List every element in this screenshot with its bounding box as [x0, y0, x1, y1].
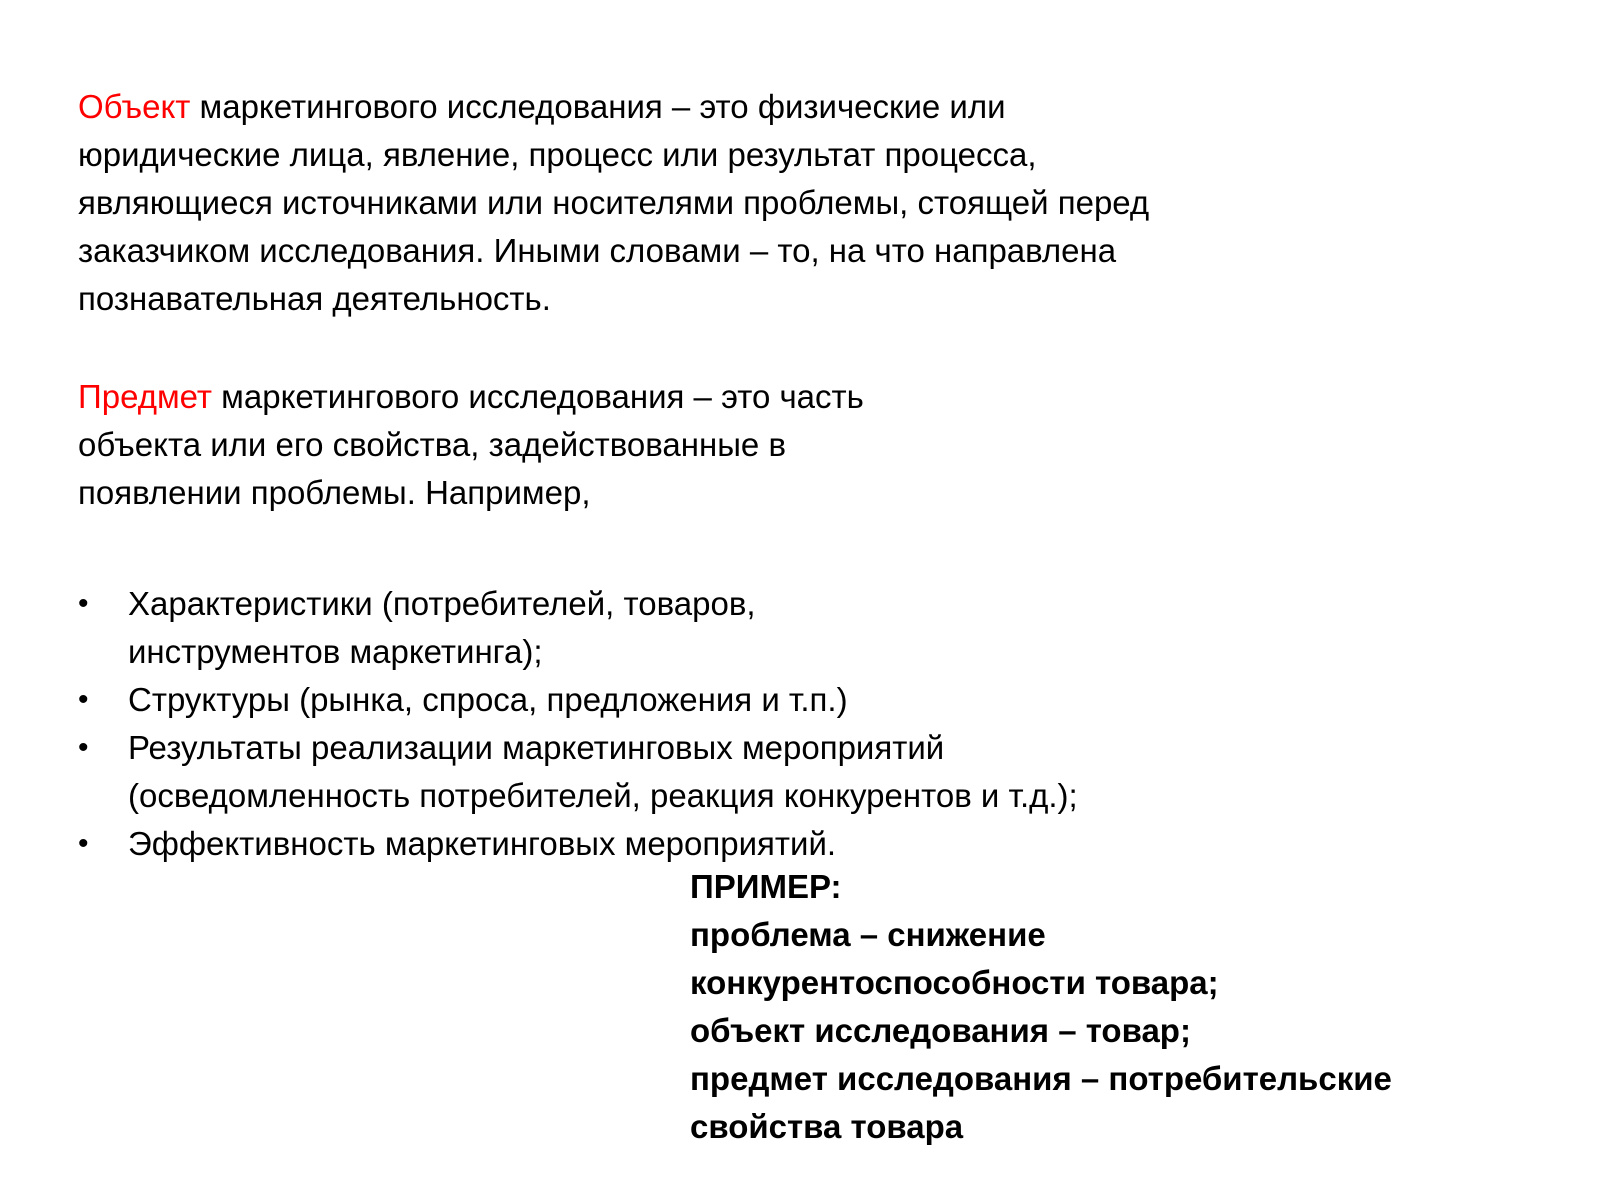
- example-line: проблема – снижение: [690, 916, 1046, 953]
- bullet-line: Характеристики (потребителей, товаров,: [128, 585, 756, 622]
- subject-definition-line-1: [78, 373, 978, 421]
- example-line: свойства товара: [690, 1108, 964, 1145]
- bullet-line: (осведомленность потребителей, реакция конкурентов и т.д.);: [128, 777, 1078, 814]
- subject-definition-text: маркетингового исследования – это часть: [212, 378, 864, 415]
- example-line: предмет исследования – потребительские: [690, 1060, 1392, 1097]
- subject-definition-line-3: появлении проблемы. Например,: [78, 474, 591, 511]
- examples-bullet-list: [78, 580, 1078, 868]
- object-definition-line-2: юридические лица, явление, процесс или результат процесса,: [78, 136, 1037, 173]
- bullet-line: Эффективность маркетинговых мероприятий.: [128, 825, 837, 862]
- subject-definition-line-2: объекта или его свойства, задействованные в: [78, 426, 786, 463]
- bullet-item-results: [78, 724, 1078, 820]
- bullet-line: инструментов маркетинга);: [128, 633, 543, 670]
- bullet-item-characteristics: [78, 580, 1078, 676]
- subject-definition-paragraph: [78, 373, 978, 517]
- object-definition-line-5: познавательная деятельность.: [78, 280, 551, 317]
- example-block: [690, 863, 1392, 1151]
- object-definition-line-4: заказчиком исследования. Иными словами – то, на что направлена: [78, 232, 1117, 269]
- example-line: конкурентоспособности товара;: [690, 964, 1219, 1001]
- object-definition-line-3: являющиеся источниками или носителями проблемы, стоящей перед: [78, 184, 1150, 221]
- object-definition-line-1: [78, 83, 1418, 131]
- bullet-icon: •: [78, 731, 89, 764]
- bullet-icon: •: [78, 683, 89, 716]
- object-definition-text: маркетингового исследования – это физические или: [190, 88, 1006, 125]
- bullet-icon: •: [78, 827, 89, 860]
- subject-term: Предмет: [78, 378, 213, 415]
- bullet-line: Результаты реализации маркетинговых мероприятий: [128, 729, 945, 766]
- example-heading: ПРИМЕР:: [690, 868, 842, 905]
- bullet-icon: •: [78, 587, 89, 620]
- object-term: Объект: [78, 88, 191, 125]
- bullet-item-efficiency: [78, 820, 1078, 868]
- example-line: объект исследования – товар;: [690, 1012, 1191, 1049]
- object-definition-paragraph: [78, 83, 1418, 323]
- bullet-line: Структуры (рынка, спроса, предложения и т.п.): [128, 681, 848, 718]
- bullet-item-structures: [78, 676, 1078, 724]
